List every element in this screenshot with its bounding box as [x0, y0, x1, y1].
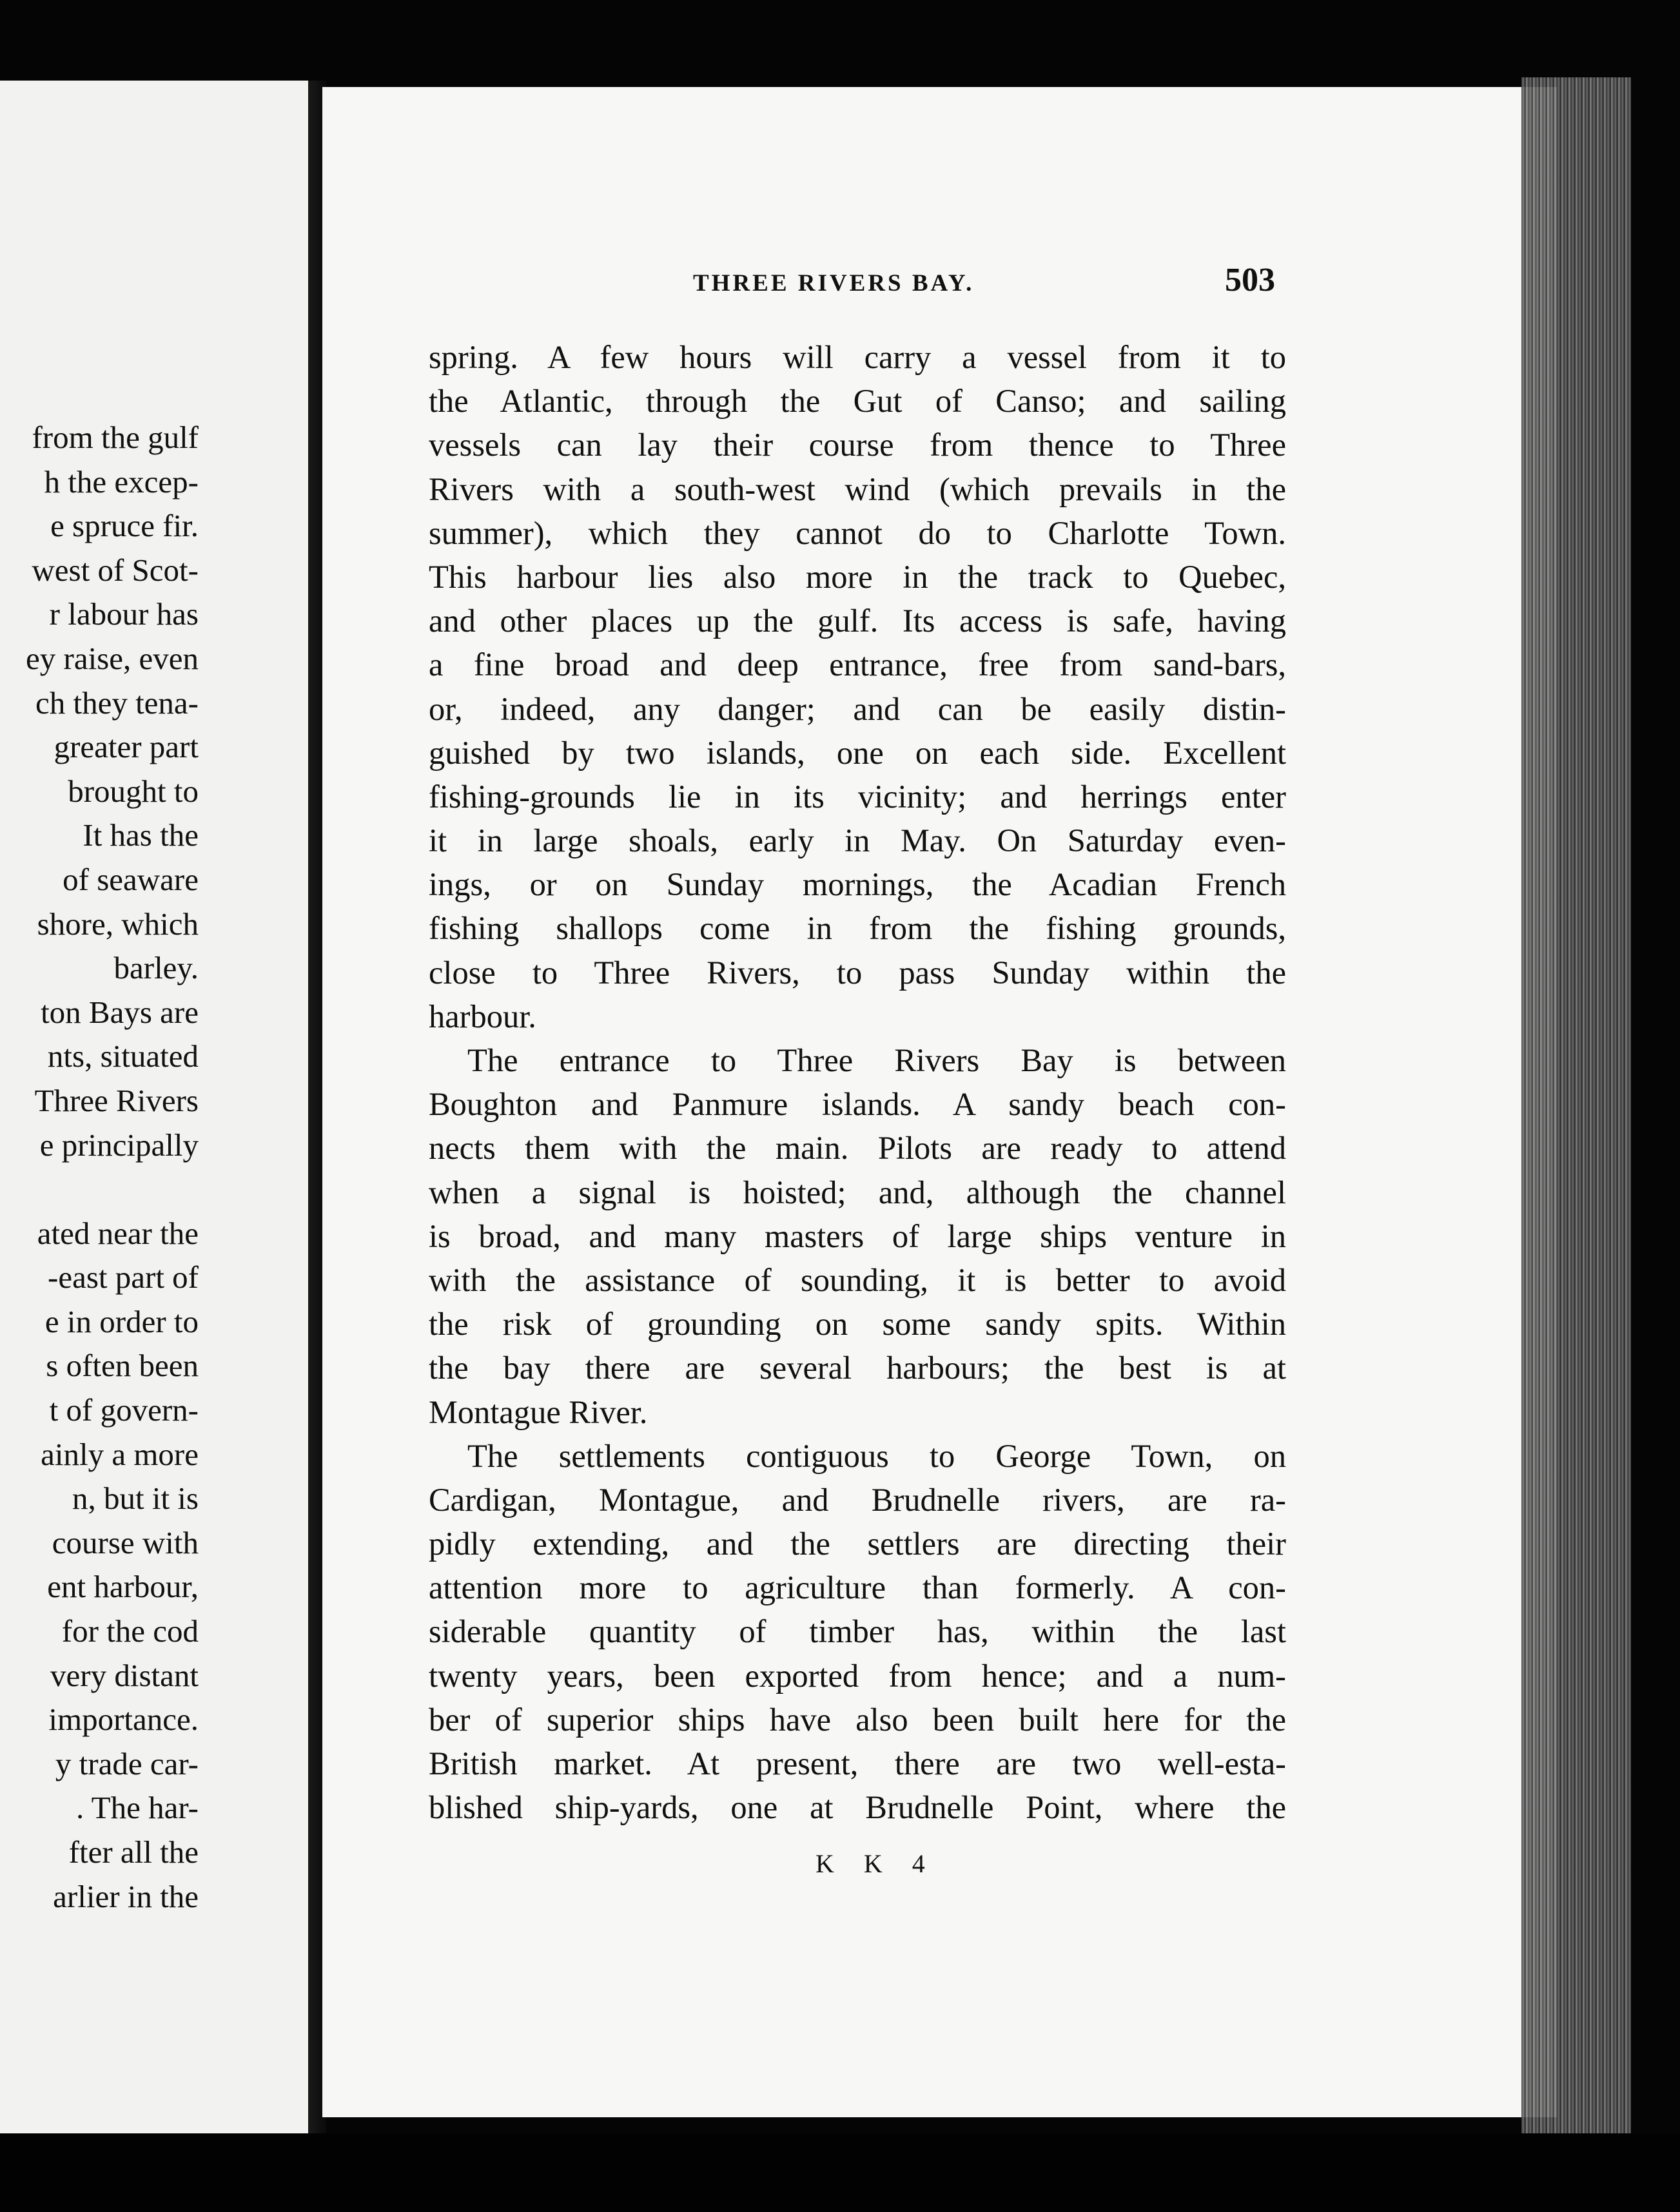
text-line: fishing shallops come in from the fishing grounds,: [429, 910, 1286, 947]
left-page-line: very distant: [50, 1657, 199, 1693]
left-page-line: e in order to: [44, 1303, 199, 1339]
left-page-line: barley.: [113, 950, 199, 986]
left-page-line: from the gulf: [32, 420, 199, 455]
text-line: Cardigan, Montague, and Brudnelle rivers, are ra-: [429, 1481, 1286, 1518]
text-line: vessels can lay their course from thence to Three: [429, 427, 1286, 463]
left-page-line: s often been: [46, 1348, 199, 1384]
left-page-line: ainly a more: [41, 1436, 199, 1472]
text-line: Rivers with a south-west wind (which prevails in the: [429, 471, 1286, 507]
text-line: ings, or on Sunday mornings, the Acadian French: [429, 866, 1286, 903]
text-line: pidly extending, and the settlers are directing their: [429, 1526, 1286, 1562]
left-page-line: west of Scot-: [32, 552, 199, 588]
left-page-line: ey raise, even: [26, 640, 199, 676]
text-line: twenty years, been exported from hence; and a num-: [429, 1657, 1286, 1694]
text-line: spring. A few hours will carry a vessel from it to: [429, 339, 1286, 375]
left-page-line: h the excep-: [44, 463, 199, 500]
text-line: with the assistance of sounding, it is better to avoid: [429, 1261, 1286, 1298]
text-line: attention more to agriculture than formerly. A con-: [429, 1569, 1286, 1606]
text-line: the bay there are several harbours; the best is at: [429, 1350, 1286, 1386]
text-line: The entrance to Three Rivers Bay is between: [467, 1042, 1286, 1078]
text-line: guished by two islands, one on each side. Excellent: [429, 734, 1286, 771]
left-page-line: of seaware: [63, 861, 199, 897]
text-line: the Atlantic, through the Gut of Canso; and sailing: [429, 383, 1286, 420]
text-line: blished ship-yards, one at Brudnelle Point, where the: [429, 1789, 1286, 1826]
left-page-line: for the cod: [61, 1613, 199, 1649]
left-page-line: e principally: [39, 1127, 199, 1163]
running-head: THREE RIVERS BAY.: [693, 270, 975, 296]
left-page-line: ent harbour,: [47, 1569, 199, 1605]
text-line: is broad, and many masters of large ships venture in: [429, 1218, 1286, 1254]
text-line: Boughton and Panmure islands. A sandy beach con-: [429, 1086, 1286, 1123]
left-page-line: importance.: [48, 1702, 199, 1738]
left-page-line: greater part: [54, 729, 199, 765]
left-page-line: y trade car-: [55, 1745, 199, 1781]
left-page-line: t of govern-: [49, 1392, 199, 1428]
text-line: ber of superior ships have also been built here for the: [429, 1701, 1286, 1738]
left-page-line: ated near the: [37, 1215, 199, 1251]
body-text: [429, 335, 1286, 1829]
left-page-line: -east part of: [48, 1259, 199, 1295]
text-line: a fine broad and deep entrance, free from sand-bars,: [429, 646, 1286, 683]
left-page-line: brought to: [68, 773, 199, 809]
text-line: or, indeed, any danger; and can be easily distin-: [429, 690, 1286, 727]
left-page-line: Three Rivers: [34, 1082, 199, 1118]
signature-mark: K K 4: [816, 1849, 937, 1878]
left-page-line: [26, 1167, 199, 1212]
bottom-background: [0, 2133, 1680, 2212]
text-line: nects them with the main. Pilots are ready to attend: [429, 1130, 1286, 1167]
text-line: The settlements contiguous to George Town, on: [467, 1437, 1286, 1474]
left-page-line: n, but it is: [72, 1480, 199, 1517]
left-page-line: course with: [52, 1524, 199, 1560]
left-page-line: e spruce fir.: [50, 508, 199, 544]
page-fore-edge: [1521, 77, 1631, 2140]
page-number: 503: [1225, 262, 1275, 298]
text-line: This harbour lies also more in the track to Quebec,: [429, 558, 1286, 595]
left-page-line: It has the: [83, 817, 199, 853]
left-page-line: r labour has: [49, 596, 199, 632]
left-page-line: ton Bays are: [41, 994, 199, 1030]
text-line: and other places up the gulf. Its access is safe, having: [429, 603, 1286, 639]
text-line: summer), which they cannot do to Charlotte Town.: [429, 514, 1286, 551]
left-page-line: nts, situated: [47, 1038, 199, 1074]
text-line: siderable quantity of timber has, within the last: [429, 1613, 1286, 1650]
left-page-line: . The har-: [76, 1790, 199, 1826]
left-page-line: shore, which: [37, 906, 199, 942]
left-page-text: [26, 416, 199, 1919]
left-page: [0, 81, 308, 2133]
text-line: fishing-grounds lie in its vicinity; and herrings enter: [429, 778, 1286, 815]
text-line: Montague River.: [429, 1393, 648, 1430]
text-line: British market. At present, there are two well-esta-: [429, 1745, 1286, 1781]
left-page-line: fter all the: [68, 1834, 199, 1870]
text-line: when a signal is hoisted; and, although the channel: [429, 1174, 1286, 1210]
text-line: the risk of grounding on some sandy spits. Within: [429, 1306, 1286, 1343]
text-line: it in large shoals, early in May. On Saturday even-: [429, 822, 1286, 859]
left-page-line: ch they tena-: [35, 684, 199, 721]
text-line: harbour.: [429, 998, 536, 1034]
left-page-line: arlier in the: [53, 1878, 199, 1914]
text-line: close to Three Rivers, to pass Sunday within the: [429, 954, 1286, 991]
